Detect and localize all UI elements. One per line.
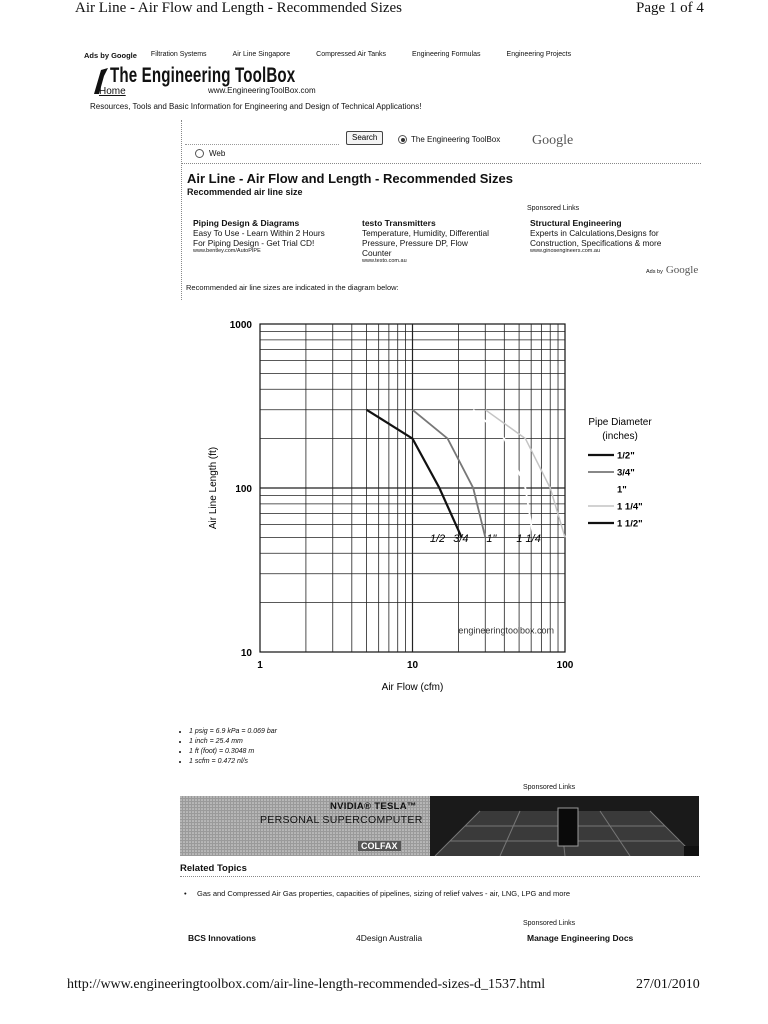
footer-ad-link[interactable]: 4Design Australia: [356, 933, 423, 943]
ads-by-google[interactable]: Ads by Google: [646, 264, 699, 276]
chart-watermark: engineeringtoolbox.com: [458, 625, 554, 636]
y-axis-label: Air Line Length (ft): [208, 446, 219, 530]
radio-selected-icon[interactable]: [398, 135, 407, 144]
banner-sponsored-label: Sponsored Links: [523, 784, 576, 791]
radio-unselected-icon[interactable]: [195, 149, 204, 158]
air-line-chart: [200, 310, 680, 710]
ad-url[interactable]: www.ginosengineers.com.au: [530, 248, 601, 254]
chart-grid: [260, 324, 565, 652]
legend-label: 1": [617, 484, 627, 496]
ad-url[interactable]: www.bentley.com/AutoPIPE: [193, 248, 261, 254]
legend-label: 1 1/2": [617, 518, 643, 530]
chart-series: [367, 410, 565, 538]
ad-line: Counter: [362, 248, 392, 258]
ads-bar-label: Ads by Google: [84, 51, 137, 60]
content-frame-left: [181, 120, 182, 300]
search-option-site[interactable]: The Engineering ToolBox: [398, 135, 500, 144]
legend-label: 1/2": [617, 450, 635, 462]
ad-line: Easy To Use - Learn Within 2 Hours: [193, 228, 325, 238]
ad-line: Pressure, Pressure DP, Flow: [362, 238, 468, 248]
conversion-item: • 1 psig = 6.9 kPa = 0.069 bar: [189, 727, 277, 737]
ad-line: Temperature, Humidity, Differential: [362, 228, 489, 238]
intro-text: Recommended air line sizes are indicated in the diagram below:: [186, 283, 399, 292]
banner-brand: COLFAX: [358, 841, 401, 851]
home-link[interactable]: Home: [99, 86, 126, 97]
handwritten-annotation: 1 1/4: [516, 532, 541, 545]
handwritten-annotation: 3/4: [453, 532, 469, 545]
conversion-item: • 1 inch = 25.4 mm: [189, 737, 277, 747]
ad-url[interactable]: www.testo.com.au: [362, 258, 407, 264]
bullet-icon: •: [184, 889, 187, 898]
ads-link[interactable]: Compressed Air Tanks: [316, 51, 387, 58]
content-separator: [181, 163, 701, 164]
conversion-item: • 1 ft (foot) = 0.3048 m: [189, 747, 277, 757]
related-topic-link[interactable]: Gas and Compressed Air Gas properties, capacities of pipelines, sizing of relief valves - air, LNG, LPG and more: [197, 889, 571, 898]
ads-bar: [84, 51, 597, 60]
legend-title: Pipe Diameter: [588, 417, 652, 428]
banner-line2: PERSONAL SUPERCOMPUTER: [260, 814, 423, 826]
ad-line: For Piping Design - Get Trial CD!: [193, 238, 315, 248]
ads-link[interactable]: Engineering Formulas: [412, 51, 481, 58]
banner-line1: NVIDIA® TESLA™: [330, 801, 417, 812]
ads-link[interactable]: Filtration Systems: [150, 51, 207, 58]
legend-title-line2: (inches): [602, 431, 638, 442]
legend-label: 3/4": [617, 467, 635, 479]
google-logo: Google: [532, 133, 574, 148]
series-line: [413, 410, 486, 538]
footer-ad-link[interactable]: Manage Engineering Docs: [527, 933, 634, 943]
print-footer-url: http://www.engineeringtoolbox.com/air-line-length-recommended-sizes-d_1537.html: [67, 977, 546, 992]
related-separator: [180, 876, 700, 877]
search-button[interactable]: Search: [346, 131, 383, 145]
ad-title[interactable]: testo Transmitters: [362, 218, 436, 228]
ad-line: Experts in Calculations,Designs for: [530, 228, 659, 238]
sponsored-ad[interactable]: [193, 218, 358, 254]
site-url: www.EngineeringToolBox.com: [208, 86, 316, 95]
unit-conversions: [175, 727, 277, 767]
x-tick-label: 1: [257, 660, 263, 671]
legend-label: 1 1/4": [617, 501, 643, 513]
chart-legend: [588, 431, 643, 530]
y-tick-label: 100: [235, 484, 252, 495]
search-input[interactable]: [185, 132, 339, 145]
search-option-web[interactable]: Web: [195, 149, 225, 158]
page-title: Air Line - Air Flow and Length - Recommended Sizes: [187, 171, 513, 186]
ads-link[interactable]: Air Line Singapore: [232, 51, 291, 58]
series-line: [473, 410, 533, 538]
sponsored-ad[interactable]: [530, 218, 705, 254]
y-tick-label: 1000: [229, 320, 252, 331]
nvidia-tesla-banner[interactable]: [180, 796, 699, 856]
x-tick-label: 10: [406, 660, 419, 671]
x-axis-label: Air Flow (cfm): [381, 682, 444, 693]
site-logo-text[interactable]: The Engineering ToolBox: [110, 64, 296, 87]
print-header-title: Air Line - Air Flow and Length - Recommended Sizes: [75, 0, 403, 16]
site-tagline: Resources, Tools and Basic Information for Engineering and Design of Technical Applications!: [90, 102, 422, 111]
page-subtitle: Recommended air line size: [187, 187, 303, 197]
ad-line: Construction, Specifications & more: [530, 238, 662, 248]
handwritten-annotation: 1": [486, 532, 497, 545]
ad-title[interactable]: Piping Design & Diagrams: [193, 218, 300, 228]
related-topics-heading: Related Topics: [180, 863, 247, 874]
series-line: [367, 410, 462, 538]
x-tick-label: 100: [556, 660, 574, 671]
sponsored-links-label: Sponsored Links: [527, 205, 580, 212]
handwritten-annotation: 1/2: [429, 532, 446, 545]
footer-sponsored-label: Sponsored Links: [523, 920, 576, 927]
footer-ad-link[interactable]: BCS Innovations: [188, 933, 257, 943]
series-line: [485, 410, 565, 538]
y-tick-label: 10: [240, 648, 252, 659]
ad-title[interactable]: Structural Engineering: [530, 218, 622, 228]
conversion-item: • 1 scfm = 0.472 nl/s: [189, 757, 277, 767]
print-header-page-number: Page 1 of 4: [636, 0, 704, 16]
ads-link[interactable]: Engineering Projects: [506, 51, 572, 58]
sponsored-ad[interactable]: [362, 218, 527, 264]
print-footer-date: 27/01/2010: [636, 977, 700, 992]
